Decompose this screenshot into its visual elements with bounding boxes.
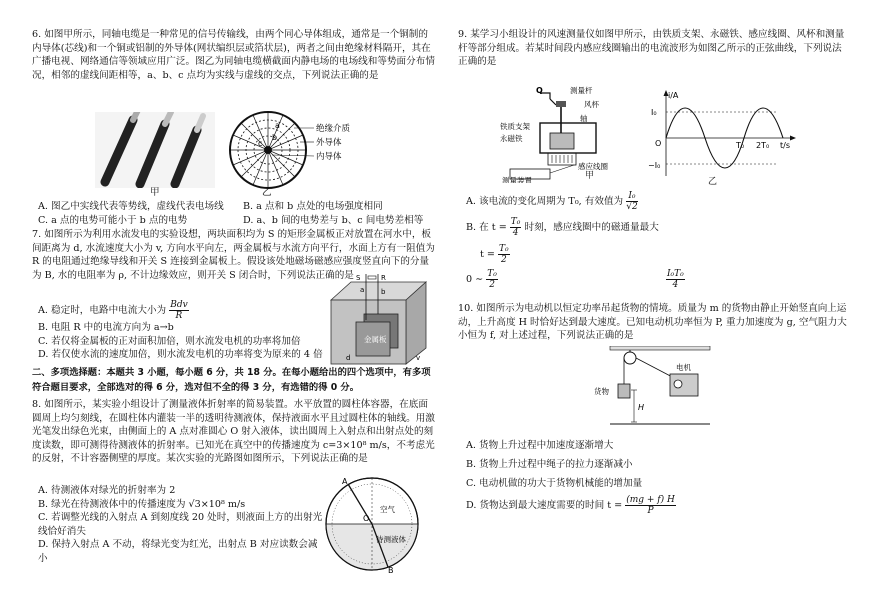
option-10a[interactable]: A. 货物上升过程中加速度逐渐增大 <box>466 440 614 451</box>
question-10-stem: 10. 如图所示为电动机以恒定功率吊起货物的情境。质量为 m 的货物由静止开始竖直向上运动，上升高度 H 时恰好达到最大速度。已知电动机功率恒为 P, 重力加速度为 g, 空气阻力大小恒为 f, 对上述过程，下列说法正确的是 <box>458 303 847 342</box>
option-10b[interactable]: B. 货物上升过程中绳子的拉力逐渐减小 <box>466 459 633 470</box>
refraction-dial-diagram <box>322 474 436 574</box>
svg-text:b: b <box>272 133 278 142</box>
figure-yi-label: 乙 <box>262 187 272 198</box>
svg-text:I₀: I₀ <box>651 108 657 117</box>
svg-text:货物: 货物 <box>594 387 609 396</box>
left-column <box>32 28 436 82</box>
option-10d[interactable]: D. 货物达到最大速度需要的时间 t = $\frac{(mg + f) H}{P}$ <box>466 495 675 516</box>
svg-text:轴: 轴 <box>580 114 588 123</box>
question-9-options <box>466 190 846 292</box>
svg-text:铁质支架: 铁质支架 <box>500 122 530 131</box>
option-8c[interactable]: C. 若调整光线的入射点 A 到刻度线 20 处时，则液面上方的出射光线恰好消失 <box>38 512 323 537</box>
svg-text:a: a <box>275 121 280 130</box>
svg-text:外导体: 外导体 <box>316 138 342 148</box>
svg-text:待测液体: 待测液体 <box>376 535 406 544</box>
question-9-stem: 9. 某学习小组设计的风速测量仪如图甲所示，由铁质支架、永磁铁、感应线圈、风杯和测量杆等部分组成。若某时间段内感应线圈输出的电流波形为如图乙所示的正弦曲线，下列说法正确的是 <box>458 29 845 68</box>
option-8b[interactable]: B. 绿光在待测液体中的传播速度为 √3×10⁸ m/s <box>38 498 246 510</box>
question-10-options <box>466 438 846 516</box>
svg-text:−I₀: −I₀ <box>648 161 661 170</box>
option-9a[interactable]: A. 该电流的变化周期为 T₀, 有效值为 $\frac{\text{I₀}}{√2}$ <box>466 191 638 212</box>
svg-text:v: v <box>416 354 421 362</box>
svg-text:i/A: i/A <box>668 91 679 100</box>
question-8-options <box>38 484 323 566</box>
water-generator-diagram <box>326 270 436 366</box>
svg-text:A: A <box>342 477 348 486</box>
sine-current-graph <box>648 88 798 180</box>
option-6a[interactable]: A. 图乙中实线代表等势线，虚线代表电场线 <box>38 201 224 212</box>
question-7-stem: 7. 如图所示为利用水流发电的实验设想，两块面积均为 S 的矩形金属板正对放置在河水中，板间距离为 d, 水流速度大小为 v, 方向水平向左，两金属板与水流方向平行，水面上方有一阻值为 R 的电阻通过绝缘导线和开关 S 连接到金属板上。假设该处地磁场磁感应强度竖直向下的分量为 B, 水的电阻率为 ρ, 不计边缘效应，则开关 S 闭合时，下列说法正确的是 <box>32 229 435 281</box>
svg-text:绝缘介质: 绝缘介质 <box>316 124 351 134</box>
svg-text:永磁铁: 永磁铁 <box>500 134 523 143</box>
section-2-heading: 二、多项选择题：本题共 3 小题，每小题 6 分，共 18 分。在每小题给出的四个选项中，有多项符合题目要求，全部选对的得 6 分，选对但不全的得 3 分，有选错的得 0 分。 <box>32 367 431 393</box>
figure-jia-label-2: 甲 <box>585 171 595 181</box>
svg-text:金属板: 金属板 <box>364 335 387 344</box>
svg-text:B: B <box>388 566 394 574</box>
option-8d[interactable]: D. 保持入射点 A 不动，将绿光变为红光，出射点 B 对应读数会减小 <box>38 539 318 564</box>
svg-text:Q: Q <box>536 86 543 95</box>
coax-cross-section-diagram <box>228 108 388 194</box>
svg-text:c: c <box>258 139 263 148</box>
coax-cable-photo <box>95 112 215 188</box>
svg-text:电机: 电机 <box>676 363 691 372</box>
option-7a[interactable]: A. 稳定时，电路中电流大小为 $\frac{\text{Bdv}}{R}$ <box>38 300 188 321</box>
svg-text:风杯: 风杯 <box>584 100 599 109</box>
option-9d[interactable]: 0 ∼ $\frac{\text{T₀}}{2}$ <box>466 269 497 290</box>
question-7-options <box>38 300 328 362</box>
option-7c[interactable]: C. 若仅将金属板的正对面积加倍，则水流发电机的功率将加倍 <box>38 335 301 347</box>
svg-text:O: O <box>363 514 370 523</box>
svg-text:T₀: T₀ <box>736 141 745 150</box>
svg-text:S: S <box>356 274 361 282</box>
option-8a[interactable]: A. 待测液体对绿光的折射率为 2 <box>38 485 176 496</box>
svg-text:2T₀: 2T₀ <box>756 141 770 150</box>
motor-lifting-diagram <box>590 346 730 428</box>
question-6-options <box>38 200 438 227</box>
question-6-stem: 6. 如图甲所示，同轴电缆是一种常见的信号传输线，由两个同心导体组成，通常是一个铜制的内导体(芯线)和一个铜或铝制的外导体(网状编织层或箔状层)，两者之间由绝缘材料隔开，其在广播电视、网络通信等领域应用广泛。图乙为同轴电缆横截面内静电场的电场线和等势面分布情况，相邻的虚线间距相等，a、b、c 点均为实线与虚线的交点，下列说法正确的是 <box>32 29 435 81</box>
option-7b[interactable]: B. 电阻 R 中的电流方向为 a→b <box>38 322 174 333</box>
option-7d[interactable]: D. 若仅使水流的速度加倍，则水流发电机的功率将变为原来的 4 倍 <box>38 349 323 361</box>
svg-text:H: H <box>638 403 645 412</box>
question-8-stem: 8. 如图所示，某实验小组设计了测量液体折射率的简易装置。水平放置的圆柱体容器，在底面圆周上均匀刻线，在圆柱体内灌装一半的透明待测液体，保持液面水平且过圆柱体的轴线。用激光笔发出绿色光束，由侧面上的 A 点对准圆心 O 射入液体，读出圆周上入射点和出射点处的刻度读数，即可测得待测液体的折射率。已知光在真空中的传播速度为 c=3×10⁸ m/s，不考虑光的反射，不计容器侧壁的厚度。某次实验的光路图如图所示，下列说法正确的是 <box>32 399 435 465</box>
svg-text:d: d <box>346 354 351 362</box>
option-6c[interactable]: C. a 点的电势可能小于 b 点的电势 <box>38 214 188 226</box>
option-9c[interactable]: t = $\frac{\text{T₀}}{2}$ <box>480 244 509 265</box>
right-column <box>458 28 850 69</box>
svg-text:感应线圈: 感应线圈 <box>578 162 608 171</box>
figure-jia-label: 甲 <box>150 187 160 198</box>
svg-text:t/s: t/s <box>780 141 790 150</box>
svg-text:b: b <box>381 288 386 296</box>
wind-speed-meter-diagram <box>500 85 640 183</box>
option-6b[interactable]: B. a 点和 b 点处的电场强度相同 <box>243 201 383 212</box>
figure-yi-label-2: 乙 <box>708 177 718 187</box>
svg-text:O: O <box>655 139 662 148</box>
option-9e[interactable]: $\frac{\text{I₀T₀}}{4}$ <box>667 269 684 290</box>
svg-text:a: a <box>360 286 365 294</box>
option-9b[interactable]: B. 在 t = $\frac{\text{T₀}}{4}$ 时刻，感应线圈中的磁通量最大 <box>466 217 659 238</box>
svg-text:R: R <box>381 274 386 282</box>
svg-text:测量杆: 测量杆 <box>570 86 593 95</box>
option-6d[interactable]: D. a、b 间的电势差与 b、c 间电势差相等 <box>243 214 424 226</box>
option-10c[interactable]: C. 电动机做的功大于货物机械能的增加量 <box>466 478 643 489</box>
svg-text:空气: 空气 <box>380 505 395 514</box>
svg-text:测量装置: 测量装置 <box>502 176 532 183</box>
svg-text:内导体: 内导体 <box>316 152 342 162</box>
